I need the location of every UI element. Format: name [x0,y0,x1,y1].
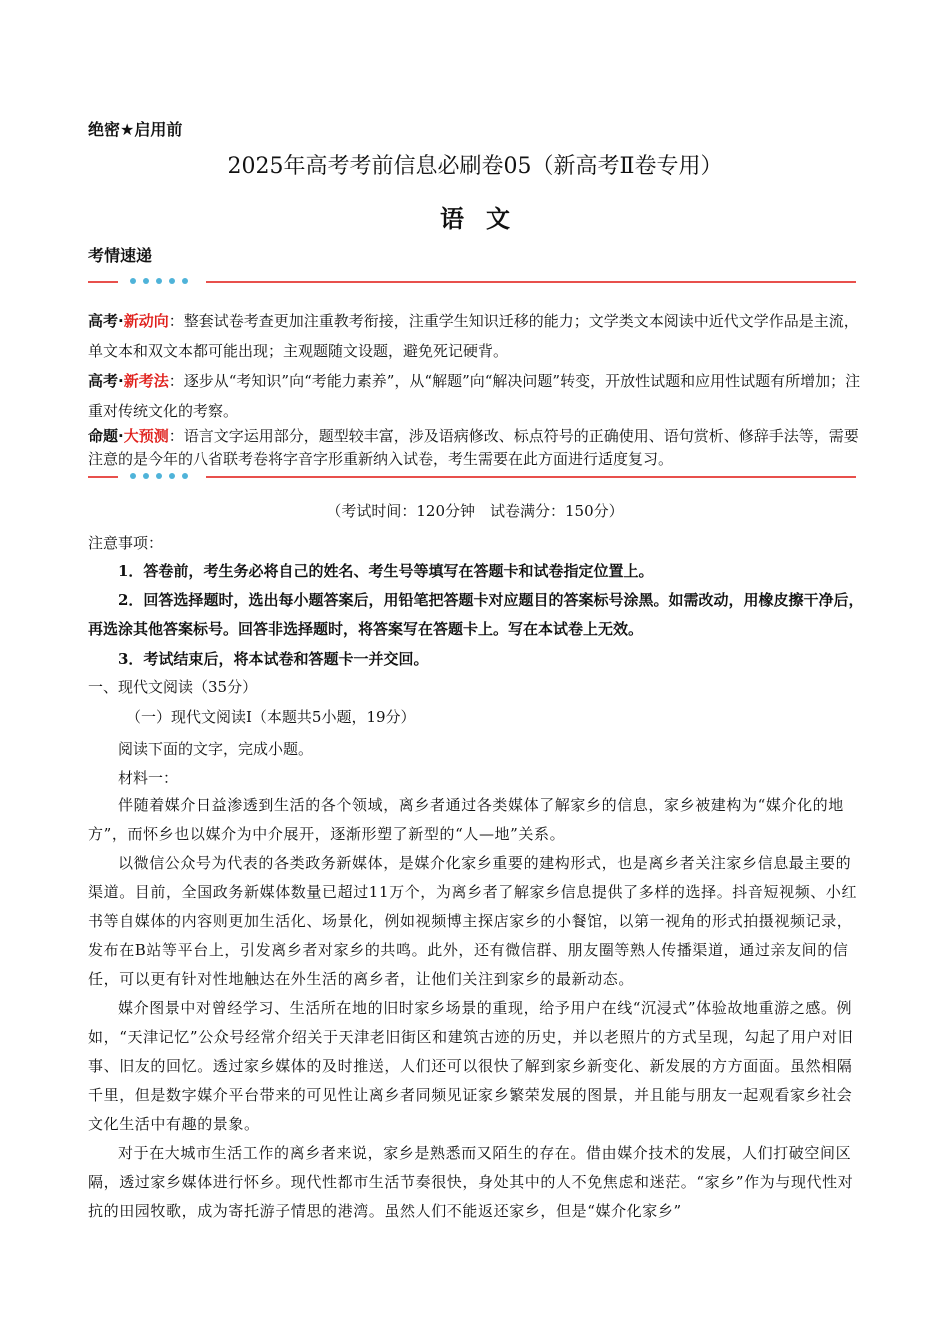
instruction: 阅读下面的文字，完成小题。 [118,740,314,758]
overview-label-prefix: 命题· [88,427,124,445]
note-item: 2．回答选择题时，选出每小题答案后，用铅笔把答题卡对应题目的答案标号涂黑。如需改动，用橡皮擦干净后，再选涂其他答案标号。回答非选择题时，将答案写在答题卡上。写在本试卷上无效。 [88,591,864,638]
overview-heading: 考情速递 [88,246,153,265]
notes-heading: 注意事项： [88,534,164,552]
secret-label: 绝密★启用前 [88,120,183,139]
exam-info: （考试时间：120分钟 试卷满分：150分） [326,502,624,520]
material-label: 材料一： [118,769,179,787]
overview-item-method: 高考·新考法：逐步从“考知识”向“考能力素养”，从“解题”向“解决问题”转变，开放性试题和应用性试题有所增加；注重对传统文化的考察。 [88,372,861,420]
page-title: 2025年高考考前信息必刷卷05（新高考Ⅱ卷专用） [227,154,723,179]
overview-text: 逐步从“考知识”向“考能力素养”，从“解题”向“解决问题”转变，开放性试题和应用性试题有所增加；注重对传统文化的考察。 [88,372,861,420]
overview-text: 语言文字运用部分，题型较丰富，涉及语病修改、标点符号的正确使用、语句赏析、修辞手法等，需要注意的是今年的八省联考卷将字音字形重新纳入试卷，考生需要在此方面进行适度复习。 [88,427,859,468]
overview-label-highlight: 大预测 [123,427,169,445]
overview-label-highlight: 新考法 [123,372,169,390]
divider-bottom [88,471,856,483]
note-item: 3．考试结束后，将本试卷和答题卡一并交回。 [118,650,429,668]
section-title: 一、现代文阅读（35分） [88,678,258,696]
article-paragraph: 媒介图景中对曾经学习、生活所在地的旧时家乡场景的重现，给予用户在线“沉浸式”体验故地重游之感。例如，“天津记忆”公众号经常介绍关于天津老旧街区和建筑古迹的历史，并以老照片的方式呈现，勾起了用户对旧事、旧友的回忆。透过家乡媒体的及时推送，人们还可以很快了解到家乡新变化、新发展的方方面面。虽然相隔千里，但是数字媒介平台带来的可见性让离乡者同频见证家乡繁荣发展的图景，并且能与朋友一起观看家乡社会文化生活中有趣的景象。 [88,999,854,1133]
overview-label-prefix: 高考· [88,372,124,390]
article-body [88,791,860,1226]
note-item: 1．答卷前，考生务必将自己的姓名、考生号等填写在答题卡和试卷指定位置上。 [118,562,654,580]
overview-item-forecast: 命题·大预测：语言文字运用部分，题型较丰富，涉及语病修改、标点符号的正确使用、语句赏析、修辞手法等，需要注意的是今年的八省联考卷将字音字形重新纳入试卷，考生需要在此方面进行适度复习。 [88,427,859,468]
divider-dots [130,278,188,284]
divider-top [88,276,856,288]
overview-item-trend: 高考·新动向：整套试卷考查更加注重教考衔接，注重学生知识迁移的能力；文学类文本阅读中近代文学作品是主流，单文本和双文本都可能出现；主观题随文设题，避免死记硬背。 [88,312,859,360]
section-subtitle: （一）现代文阅读Ⅰ（本题共5小题，19分） [126,708,416,726]
article-paragraph: 以微信公众号为代表的各类政务新媒体，是媒介化家乡重要的建构形式，也是离乡者关注家乡信息最主要的渠道。目前，全国政务新媒体数量已超过11万个，为离乡者了解家乡信息提供了多样的选择。抖音短视频、小红书等自媒体的内容则更加生活化、场景化，例如视频博主探店家乡的小餐馆，以第一视角的形式拍摄视频记录，发布在B站等平台上，引发离乡者对家乡的共鸣。此外，还有微信群、朋友圈等熟人传播渠道，通过亲友间的信任，可以更有针对性地触达在外生活的离乡者，让他们关注到家乡的最新动态。 [88,854,858,988]
divider-dots [130,473,188,479]
overview-label-prefix: 高考· [88,312,124,330]
overview-text: 整套试卷考查更加注重教考衔接，注重学生知识迁移的能力；文学类文本阅读中近代文学作品是主流，单文本和双文本都可能出现；主观题随文设题，避免死记硬背。 [88,312,859,360]
article-paragraph: 伴随着媒介日益渗透到生活的各个领域，离乡者通过各类媒体了解家乡的信息，家乡被建构为“媒介化的地方”，而怀乡也以媒介为中介展开，逐渐形塑了新型的“人—地”关系。 [88,796,844,843]
article-paragraph: 对于在大城市生活工作的离乡者来说，家乡是熟悉而又陌生的存在。借由媒介技术的发展，人们打破空间区隔，透过家乡媒体进行怀乡。现代性都市生活节奏很快，身处其中的人不免焦虑和迷茫。“家乡”作为与现代性对抗的田园牧歌，成为寄托游子情思的港湾。虽然人们不能返还家乡，但是“媒介化家乡” [88,1144,854,1220]
subject-title: 语文 [440,204,532,233]
overview-label-highlight: 新动向 [123,312,169,330]
